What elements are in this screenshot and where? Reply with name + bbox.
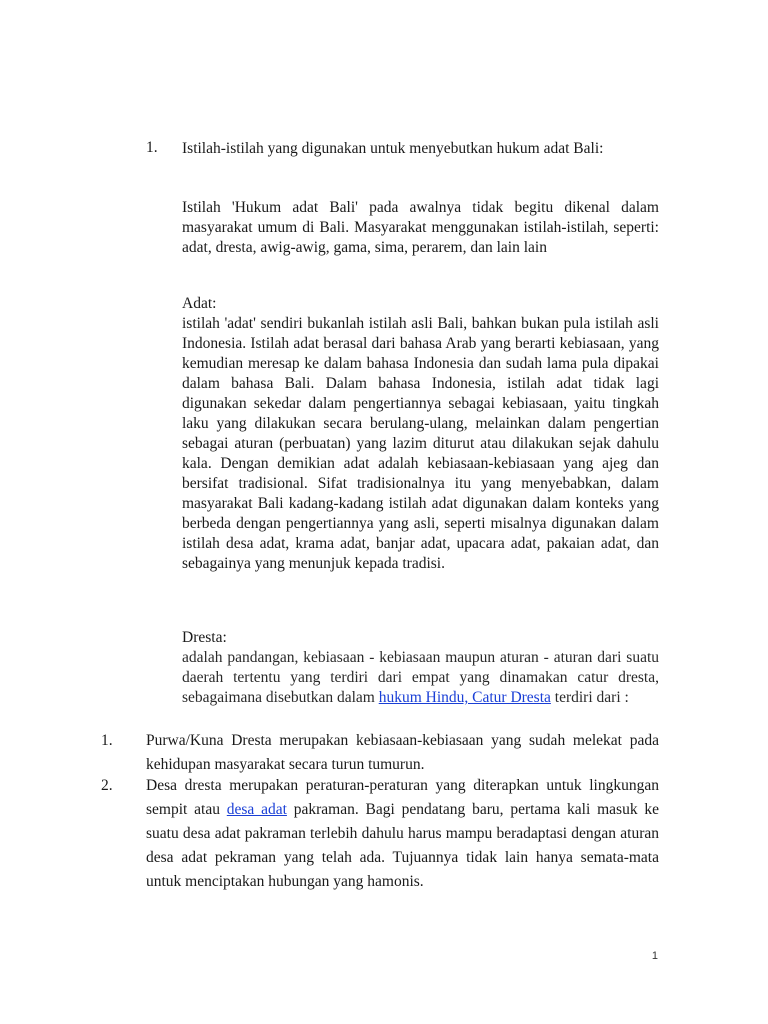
list-item-text-before: Desa dresta merupakan peraturan-peraturan yang diterapkan untuk lingkungan sempit atau <box>146 777 659 818</box>
list-item <box>101 774 660 894</box>
dresta-text-before: adalah pandangan, kebiasaan - kebiasaan maupun aturan - aturan dari suatu daerah tertentu yang terdiri dari empat yang dinamakan catur dresta, sebagaimana disebutkan dalam <box>182 649 659 706</box>
page-number: 1 <box>651 950 658 962</box>
list-item <box>101 729 659 777</box>
section-title: Istilah-istilah yang digunakan untuk menyebutkan hukum adat Bali: <box>182 140 604 157</box>
adat-paragraph: istilah 'adat' sendiri bukanlah istilah asli Bali, bahkan bukan pula istilah asli Indonesia. Istilah adat berasal dari bahasa Arab yang berarti kebiasaan, yang kemudian meresap ke dalam bahasa Indonesia dan sudah lama pula dipakai dalam bahasa Bali. Dalam bahasa Indonesia, istilah adat tidak lagi digunakan sekedar dalam pengertiannya sebagai kebiasaan, yaitu tingkah laku yang dilakukan secara berulang-ulang, melainkan dalam pengertian sebagai aturan (perbuatan) yang lazim diturut atau dilakukan sejak dahulu kala. Dengan demikian adat adalah kebiasaan-kebiasaan yang ajeg dan bersifat tradisional. Sifat tradisionalnya itu yang menyebabkan, dalam masyarakat Bali kadang-kadang istilah adat digunakan dalam konteks yang berbeda dengan pengertiannya yang asli, seperti misalnya digunakan dalam istilah desa adat, krama adat, banjar adat, upacara adat, pakaian adat, dan sebagainya yang menunjuk kepada tradisi. <box>182 315 659 572</box>
list-item-number: 1. <box>101 732 113 749</box>
dresta-heading: Dresta: <box>182 629 227 646</box>
intro-paragraph: Istilah 'Hukum adat Bali' pada awalnya tidak begitu dikenal dalam masyarakat umum di Bali. Masyarakat menggunakan istilah-istilah, seperti: adat, dresta, awig-awig, gama, sima, perarem, dan lain lain <box>182 199 659 256</box>
list-item-text: Purwa/Kuna Dresta merupakan kebiasaan-kebiasaan yang sudah melekat pada kehidupan masyarakat secara turun tumurun. <box>146 732 659 773</box>
desa-adat-link[interactable]: desa adat <box>226 801 287 818</box>
list-item-number: 2. <box>101 777 113 794</box>
adat-heading: Adat: <box>182 295 217 312</box>
dresta-text-after: terdiri dari : <box>550 689 629 706</box>
list-item-text-after: pakraman. Bagi pendatang baru, pertama kali masuk ke suatu desa adat pakraman terlebih dahulu harus mampu beradaptasi dengan aturan desa adat pekraman yang telah ada. Tujuannya tidak lain hanya semata-mata untuk menciptakan hubungan yang hamonis. <box>146 801 660 890</box>
section-number: 1. <box>146 139 158 156</box>
hukum-hindu-link[interactable]: hukum Hindu, Catur Dresta <box>378 689 551 706</box>
dresta-paragraph <box>182 648 659 708</box>
